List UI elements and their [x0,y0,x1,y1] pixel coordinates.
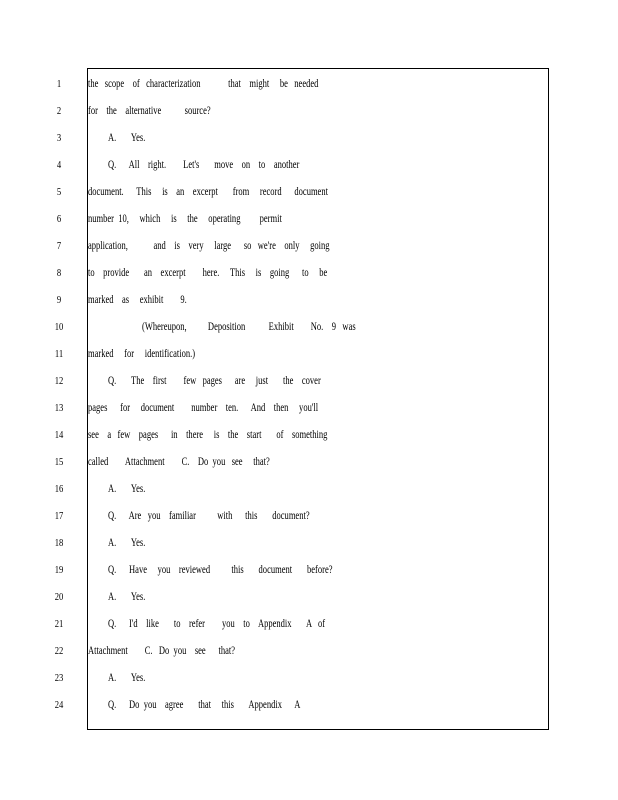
line-number: 6 [56,213,62,225]
line-text: pages for document number ten. And then you'll [88,402,319,414]
transcript-line-16 [0,479,618,499]
line-number: 17 [54,510,64,522]
line-text: Q. I'd like to refer you to Appendix A of [108,618,326,630]
line-number: 21 [54,618,64,630]
line-number: 24 [54,699,64,711]
line-number: 11 [54,348,64,360]
line-text: Q. Are you familiar with this document? [108,510,310,522]
transcript-line-2 [0,101,618,121]
line-text: the scope of characterization that might be needed [88,78,319,90]
transcript-line-14 [0,425,618,445]
transcript-line-8 [0,263,618,283]
line-number: 3 [56,132,62,144]
line-text: to provide an excerpt here. This is going to be [88,267,328,279]
transcript-line-4 [0,155,618,175]
transcript-line-7 [0,236,618,256]
line-number: 4 [56,159,62,171]
line-number: 2 [56,105,62,117]
transcript-line-6 [0,209,618,229]
line-number: 5 [56,186,62,198]
line-number: 20 [54,591,64,603]
line-text: document. This is an excerpt from record document [88,186,328,198]
line-number: 14 [54,429,64,441]
line-text: Q. Have you reviewed this document before? [108,564,333,576]
line-text: A. Yes. [108,132,146,144]
line-number: 16 [54,483,64,495]
transcript-line-18 [0,533,618,553]
line-number: 9 [56,294,62,306]
transcript-line-21 [0,614,618,634]
line-text: A. Yes. [108,537,146,549]
line-text: number 10, which is the operating permit [88,213,282,225]
line-text: A. Yes. [108,672,146,684]
transcript-line-20 [0,587,618,607]
transcript-line-23 [0,668,618,688]
line-text: Q. Do you agree that this Appendix A [108,699,301,711]
line-number: 22 [54,645,64,657]
transcript-line-24 [0,695,618,715]
line-text: for the alternative source? [88,105,211,117]
transcript-line-10 [0,317,618,337]
line-text: application, and is very large so we're only going [88,240,330,252]
transcript-line-19 [0,560,618,580]
transcript-line-17 [0,506,618,526]
transcript-line-5 [0,182,618,202]
line-number: 23 [54,672,64,684]
line-number: 7 [56,240,62,252]
transcript-line-22 [0,641,618,661]
line-number: 1 [56,78,62,90]
transcript-line-3 [0,128,618,148]
line-text: marked as exhibit 9. [88,294,187,306]
line-number: 13 [54,402,64,414]
line-text: (Whereupon, Deposition Exhibit No. 9 was [142,321,356,333]
transcript-line-11 [0,344,618,364]
line-text: called Attachment C. Do you see that? [88,456,270,468]
line-number: 19 [54,564,64,576]
line-text: Q. The first few pages are just the cover [108,375,321,387]
transcript-line-12 [0,371,618,391]
line-text: marked for identification.) [88,348,196,360]
line-text: A. Yes. [108,483,146,495]
line-number: 10 [54,321,64,333]
line-number: 8 [56,267,62,279]
transcript-line-9 [0,290,618,310]
line-number: 15 [54,456,64,468]
transcript-line-15 [0,452,618,472]
line-text: see a few pages in there is the start of something [88,429,328,441]
transcript-line-13 [0,398,618,418]
transcript-line-1 [0,74,618,94]
line-text: A. Yes. [108,591,146,603]
line-text: Attachment C. Do you see that? [88,645,236,657]
line-text: Q. All right. Let's move on to another [108,159,300,171]
line-number: 12 [54,375,64,387]
line-number: 18 [54,537,64,549]
